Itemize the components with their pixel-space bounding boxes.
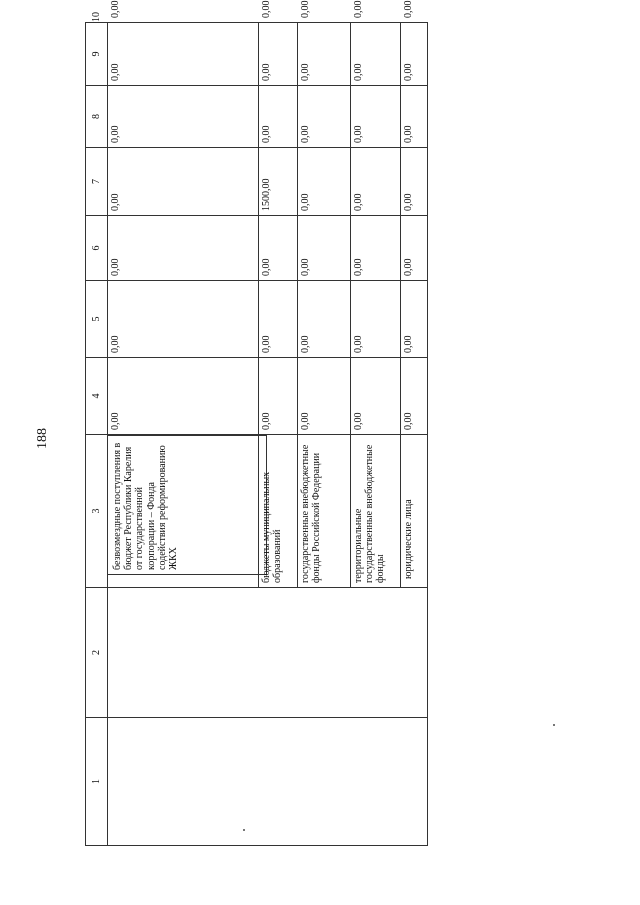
scan-speck: [553, 724, 555, 726]
table-cell-value: 0,00: [298, 86, 351, 148]
table-row: территориальные государственные внебюджетные фонды 0,00 0,00 0,00 0,00 0,00 0,00 0,00: [351, 23, 401, 846]
table-cell-value: 0,00: [401, 216, 428, 281]
table-cell-value: 0,00: [108, 23, 259, 86]
table-cell-col1: [108, 718, 428, 846]
table-cell-value: 0,00: [401, 148, 428, 216]
table-cell-value: 0,00: [108, 358, 259, 435]
table-cell-label: [108, 435, 259, 588]
table-cell-value: 0,00: [298, 216, 351, 281]
column-header: 7: [86, 148, 108, 216]
table-header-row: 1 2 3 4 5 6 7 8 9 10: [86, 23, 108, 846]
row-label: бюджеты муниципальных образований: [259, 435, 298, 588]
table-cell-value: 0,00: [108, 148, 259, 216]
row-label: юридические лица: [401, 435, 428, 588]
table-cell-col2: [108, 588, 428, 718]
table-row: бюджеты муниципальных образований 0,00 0,00 0,00 1500,00 0,00 0,00 0,00: [259, 23, 298, 846]
table-cell-value: 0,00: [351, 148, 401, 216]
table-cell-value: 0,00: [401, 86, 428, 148]
table-cell-value: 0,00: [401, 281, 428, 358]
table-cell-value: 0,00: [298, 281, 351, 358]
table-cell-value: 0,00: [259, 216, 298, 281]
table-cell-value: 1500,00: [259, 148, 298, 216]
table-cell-value: 0,00: [351, 86, 401, 148]
table-row: юридические лица 0,00 0,00 0,00 0,00 0,00 0,00 0,00: [401, 23, 428, 846]
table-cell-value: 0,00: [259, 358, 298, 435]
table-cell-value: 0,00: [298, 358, 351, 435]
table-row: безвозмездные поступления в бюджет Республики Карелия от государственной корпорации – Фонда содействия реформированию ЖКХ 0,00 0,00 0,00 0,00 0,00 0,00 0,00: [108, 23, 259, 846]
table-row: государственные внебюджетные фонды Российской Федерации 0,00 0,00 0,00 0,00 0,00 0,00 0,00: [298, 23, 351, 846]
table-cell-value: 0,00: [351, 23, 401, 86]
column-header: 5: [86, 281, 108, 358]
scan-speck: [243, 829, 245, 831]
table-cell-value: 0,00: [259, 281, 298, 358]
column-header: 1: [86, 718, 108, 846]
table-cell-value: 0,00: [108, 281, 259, 358]
table-cell-value: 0,00: [298, 23, 351, 86]
table-cell-value: 0,00: [401, 23, 428, 86]
column-header: 9: [86, 23, 108, 86]
data-table: [85, 0, 428, 846]
column-header: 8: [86, 86, 108, 148]
rotated-table-wrapper: [85, 0, 427, 846]
row-label: безвозмездные поступления в бюджет Республики Карелия от государственной корпорации – Фонда содействия реформированию ЖКХ: [108, 435, 267, 575]
table-cell-value: 0,00: [351, 216, 401, 281]
table-cell-value: 0,00: [259, 23, 298, 86]
page-number: 188: [35, 428, 50, 449]
table-cell-value: 0,00: [401, 358, 428, 435]
column-header: 3: [86, 435, 108, 588]
row-label: государственные внебюджетные фонды Российской Федерации: [298, 435, 351, 588]
table-cell-value: 0,00: [108, 216, 259, 281]
column-header: 4: [86, 358, 108, 435]
table-cell-value: 0,00: [108, 86, 259, 148]
column-header: 2: [86, 588, 108, 718]
table-cell-value: 0,00: [351, 358, 401, 435]
column-header: 6: [86, 216, 108, 281]
table-cell-value: 0,00: [298, 148, 351, 216]
row-label: территориальные государственные внебюджетные фонды: [351, 435, 401, 588]
table-cell-value: 0,00: [351, 281, 401, 358]
table-cell-value: 0,00: [259, 86, 298, 148]
